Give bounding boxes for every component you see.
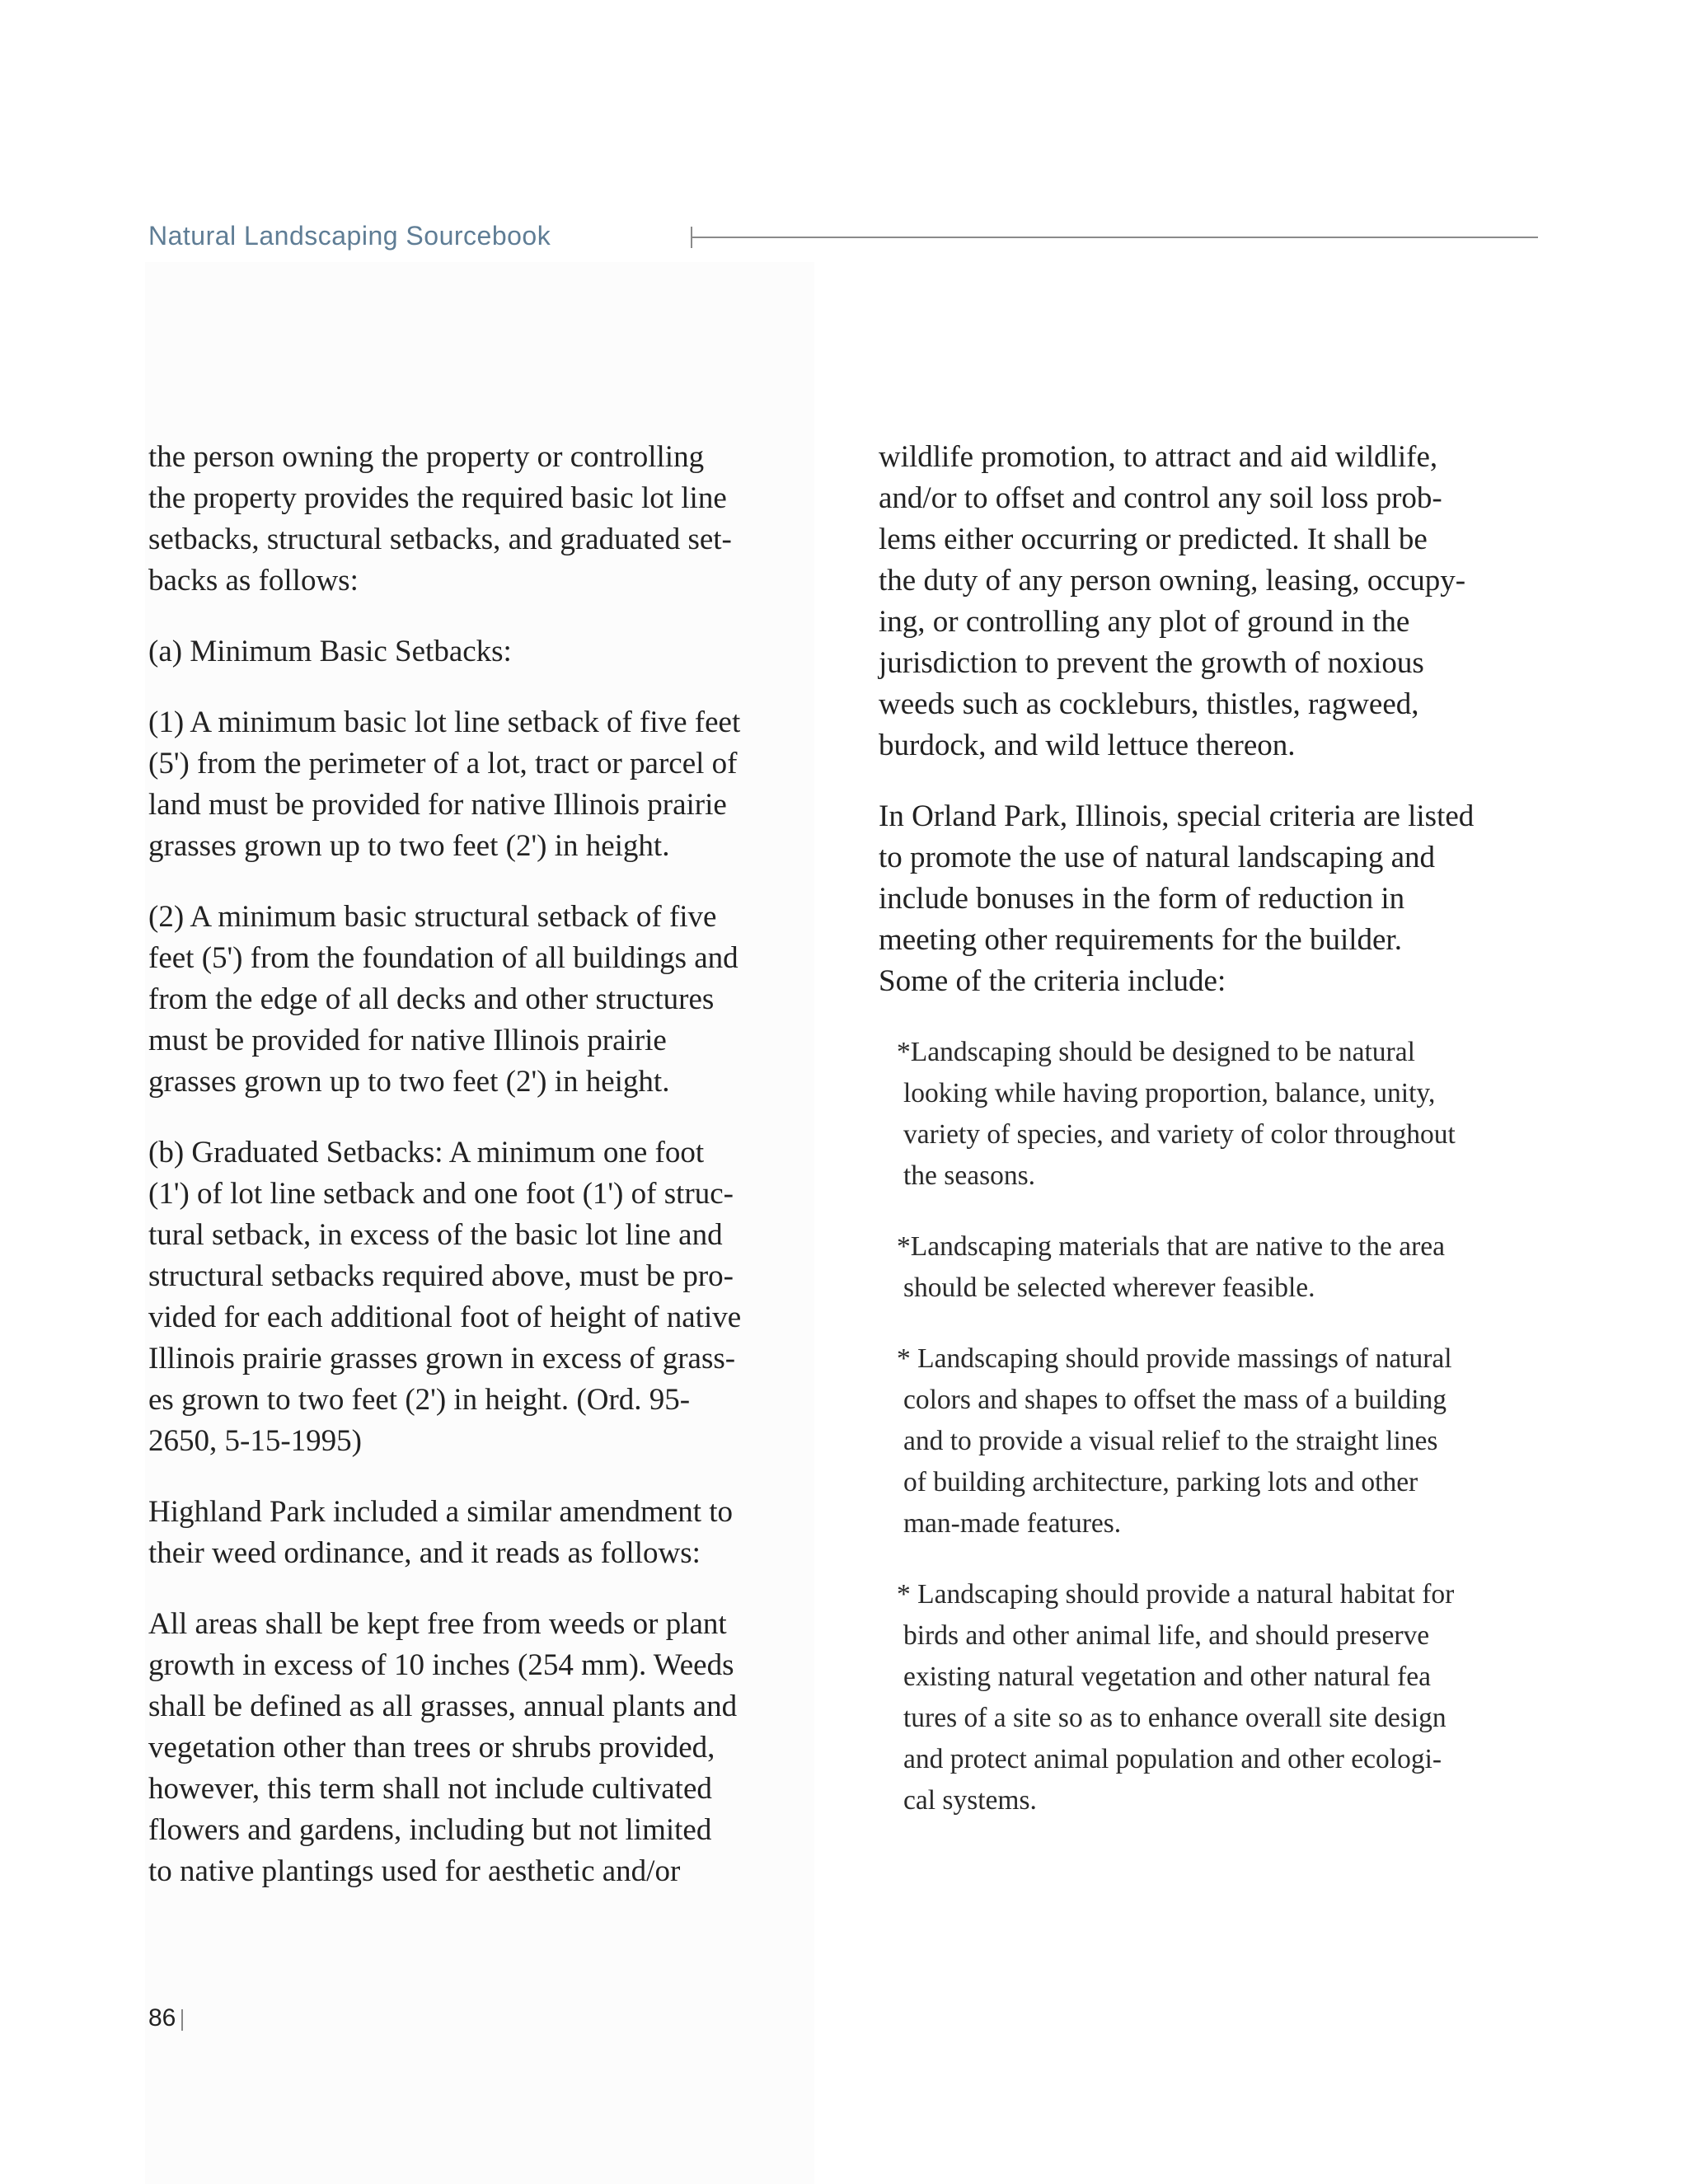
paragraph-setbacks-intro: the person owning the property or controlling the property provides the required basic lot line setbacks, structural setbacks, and graduated set- backs as follows: (148, 440, 732, 598)
paragraph-structural-setback: (2) A minimum basic structural setback of five feet (5') from the foundation of all buildings and from the edge of all decks and other structures must be provided for native Illinois prairie grasses grown up to two feet (2') in height. (148, 900, 738, 1099)
header-rule (691, 237, 1538, 238)
paragraph-graduated-setbacks: (b) Graduated Setbacks: A minimum one foot (1') of lot line setback and one foot (1') of struc- tural setback, in excess of the basic lot line and structural setbacks required above, must be pro- vided for each additional foot of height of native Illinois prairie grasses grown in excess of grass- es grown to two feet (2') in height. (Ord. 95- 2650, 5-15-1995) (148, 1136, 742, 1458)
right-column (879, 437, 1538, 1851)
paragraph-wildlife-promotion: wildlife promotion, to attract and aid wildlife, and/or to offset and control any soil loss prob- lems either occurring or predicted. It shall be the duty of any person owning, leasing, occupy- ing, or controlling any plot of ground in the jurisdiction to prevent the growth of noxious weeds such as cockleburs, thistles, ragweed, burdock, and wild lettuce thereon. (879, 440, 1466, 762)
paragraph-highland-park: Highland Park included a similar amendment to their weed ordinance, and it reads as follows: (148, 1495, 733, 1570)
criteria-item-native-materials: *Landscaping materials that are native to the area should be selected wherever feasible. (897, 1231, 1446, 1303)
paragraph-orland-park: In Orland Park, Illinois, special criteria are listed to promote the use of natural landscaping and include bonuses in the form of reduction in meeting other requirements for the builder. Some of the criteria include: (879, 799, 1475, 998)
page-number-rule (181, 2009, 183, 2031)
paragraph-minimum-basic-setbacks: (a) Minimum Basic Setbacks: (148, 635, 512, 668)
page-number: 86 (148, 2004, 176, 2032)
criteria-item-habitat: * Landscaping should provide a natural habitat for birds and other animal life, and should preserve existing natural vegetation and other natural fea tures of a site so as to enhance overall site design and protect animal population and other ecologi- cal systems. (897, 1579, 1455, 1816)
left-column (148, 437, 808, 1922)
running-header-title: Natural Landscaping Sourcebook (148, 221, 551, 251)
paragraph-weed-definition: All areas shall be kept free from weeds or plant growth in excess of 10 inches (254 mm). Weeds shall be defined as all grasses, annual plants and vegetation other than trees or shrubs provided, however, this term shall not include cultivated flowers and gardens, including but not limited to native plantings used for aesthetic and/or (148, 1607, 738, 1888)
criteria-item-massings: * Landscaping should provide massings of natural colors and shapes to offset the mass of a building and to provide a visual relief to the straight lines of building architecture, parking lots and other man-made features. (897, 1343, 1452, 1539)
paragraph-lot-line-setback: (1) A minimum basic lot line setback of five feet (5') from the perimeter of a lot, tract or parcel of land must be provided for native Illinois prairie grasses grown up to two feet (2') in height. (148, 705, 741, 863)
criteria-item-natural-design: *Landscaping should be designed to be natural looking while having proportion, balance, unity, variety of species, and variety of color throughout the seasons. (897, 1037, 1456, 1191)
